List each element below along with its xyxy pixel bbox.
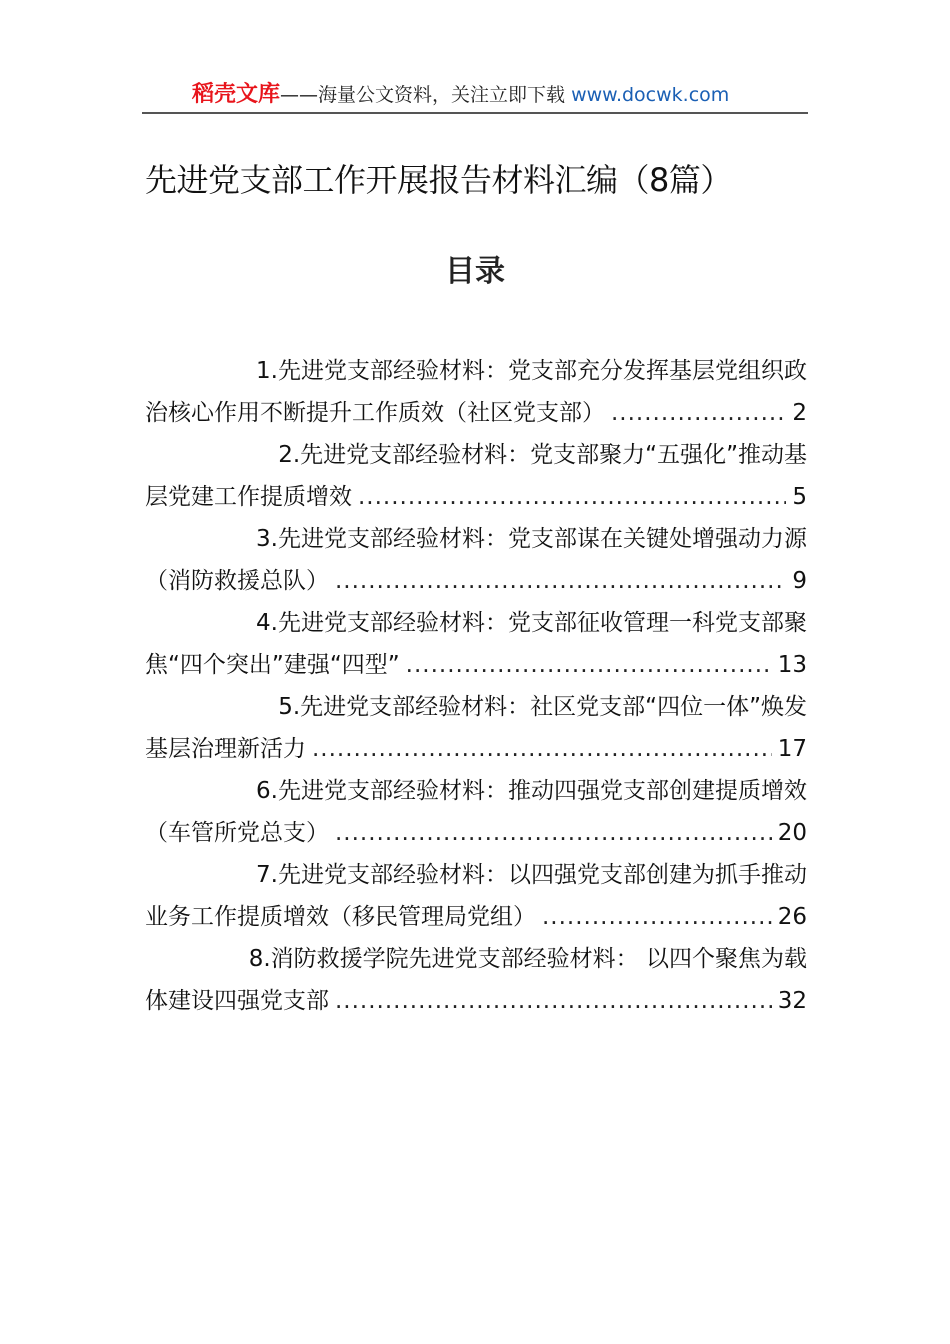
- toc-entry-title: 3.先进党支部经验材料：党支部谋在关键处增强动力源: [256, 526, 807, 552]
- toc-page-number: 32: [777, 988, 807, 1014]
- toc-entry-5[interactable]: [145, 686, 807, 770]
- toc-entry-continuation: [145, 560, 807, 602]
- header-slogan: ——海量公文资料，关注立即下载: [280, 84, 566, 106]
- toc-heading: 目录: [445, 254, 505, 289]
- toc-entry-continuation: [145, 980, 807, 1022]
- toc-entry-title: 8.消防救援学院先进党支部经验材料： 以四个聚焦为载: [248, 946, 807, 972]
- toc-entry-continuation: [145, 476, 807, 518]
- toc-entry-8[interactable]: [145, 938, 807, 1022]
- toc-entry-4[interactable]: [145, 602, 807, 686]
- toc-entry-continuation: [145, 896, 807, 938]
- toc-entry-2[interactable]: [145, 434, 807, 518]
- toc-page-number: 26: [777, 904, 807, 930]
- toc-entry-title-rest: 基层治理新活力: [145, 736, 306, 762]
- toc-entry-title-rest: 体建设四强党支部: [145, 988, 329, 1014]
- toc-page-number: 13: [777, 652, 807, 678]
- toc-entry-continuation: [145, 392, 807, 434]
- toc-entry-title-rest: 治核心作用不断提升工作质效（社区党支部）: [145, 400, 605, 426]
- toc-entry-title-rest: （车管所党总支）: [145, 820, 329, 846]
- toc-page-number: 5: [792, 484, 807, 510]
- document-title: 先进党支部工作开展报告材料汇编（8篇）: [145, 161, 732, 199]
- toc-page-number: 2: [792, 400, 807, 426]
- dot-leader: [406, 644, 772, 686]
- toc-page-number: 20: [777, 820, 807, 846]
- toc-page-number: 17: [777, 736, 807, 762]
- dot-leader: [358, 476, 786, 518]
- toc-entry-title: 6.先进党支部经验材料：推动四强党支部创建提质增效: [256, 778, 807, 804]
- dot-leader: [312, 728, 772, 770]
- toc-entry-title: 4.先进党支部经验材料：党支部征收管理一科党支部聚: [256, 610, 807, 636]
- toc-entry-title: 1.先进党支部经验材料：党支部充分发挥基层党组织政: [256, 358, 807, 384]
- toc-entry-3[interactable]: [145, 518, 807, 602]
- toc-entry-7[interactable]: [145, 854, 807, 938]
- table-of-contents: [145, 350, 807, 1022]
- toc-entry-continuation: [145, 728, 807, 770]
- toc-entry-title: 5.先进党支部经验材料：社区党支部“四位一体”焕发: [278, 694, 807, 720]
- dot-leader: [542, 896, 772, 938]
- toc-entry-1[interactable]: [145, 350, 807, 434]
- toc-entry-continuation: [145, 812, 807, 854]
- dot-leader: [335, 812, 772, 854]
- dot-leader: [335, 980, 772, 1022]
- toc-entry-title: 2.先进党支部经验材料：党支部聚力“五强化”推动基: [278, 442, 807, 468]
- toc-entry-title-rest: 业务工作提质增效（移民管理局党组）: [145, 904, 536, 930]
- toc-entry-6[interactable]: [145, 770, 807, 854]
- toc-entry-continuation: [145, 644, 807, 686]
- site-url-link[interactable]: www.docwk.com: [571, 84, 730, 106]
- toc-entry-title-rest: 层党建工作提质增效: [145, 484, 352, 510]
- dot-leader: [611, 392, 786, 434]
- brand-name: 稻壳文库: [192, 82, 281, 107]
- header-banner: [192, 82, 729, 108]
- toc-page-number: 9: [792, 568, 807, 594]
- toc-entry-title: 7.先进党支部经验材料：以四强党支部创建为抓手推动: [256, 862, 807, 888]
- toc-entry-title-rest: 焦“四个突出”建强“四型”: [145, 652, 400, 678]
- page-header: [142, 78, 808, 114]
- dot-leader: [335, 560, 786, 602]
- toc-entry-title-rest: （消防救援总队）: [145, 568, 329, 594]
